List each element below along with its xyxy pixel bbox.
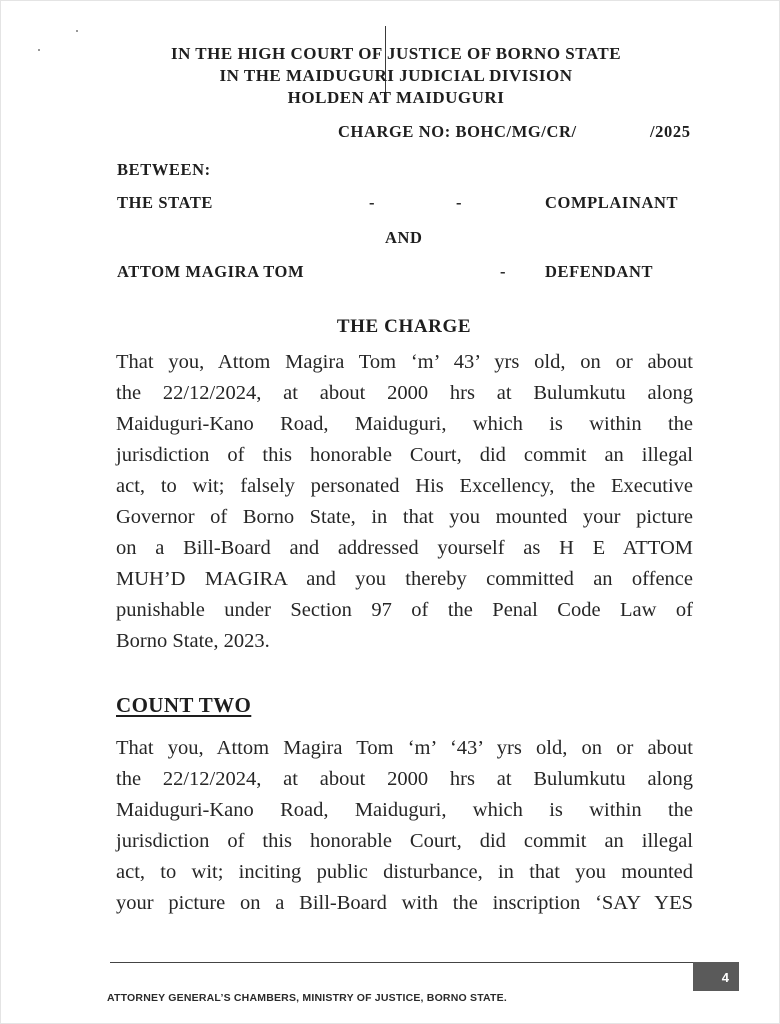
separator-dash: - [369, 193, 376, 212]
paragraph-line: punishable under Section 97 of the Penal Code Law of [116, 599, 693, 621]
footer-divider [110, 962, 693, 963]
paragraph-line: Maiduguri-Kano Road, Maiduguri, which is within the [116, 799, 693, 821]
paragraph-line: That you, Attom Magira Tom ‘m’ ‘43’ yrs old, on or about [116, 737, 693, 759]
count-two-paragraph [116, 733, 693, 919]
paragraph-line: act, to wit; falsely personated His Excellency, the Executive [116, 475, 693, 497]
paragraph-line: Maiduguri-Kano Road, Maiduguri, which is within the [116, 413, 693, 435]
paragraph-line: That you, Attom Magira Tom ‘m’ 43’ yrs old, on or about [116, 351, 693, 373]
paragraph-line: jurisdiction of this honorable Court, did commit an illegal [116, 444, 693, 466]
charge-number-year: /2025 [650, 122, 691, 141]
separator-dash: - [500, 262, 507, 281]
scan-speck [76, 30, 78, 32]
count-two-title: COUNT TWO [116, 693, 252, 717]
charge-number-label: CHARGE NO: BOHC/MG/CR/ [338, 122, 577, 141]
complainant-role: COMPLAINANT [545, 193, 679, 212]
count-one-paragraph [116, 347, 693, 657]
paragraph-line: the 22/12/2024, at about 2000 hrs at Bulumkutu along [116, 768, 693, 790]
paragraph-line: jurisdiction of this honorable Court, did commit an illegal [116, 830, 693, 852]
footer-text: ATTORNEY GENERAL’S CHAMBERS, MINISTRY OF JUSTICE, BORNO STATE. [107, 992, 507, 1004]
separator-dash: - [456, 193, 463, 212]
between-label: BETWEEN: [117, 160, 211, 179]
paragraph-line: your picture on a Bill-Board with the inscription ‘SAY YES [116, 892, 693, 914]
paragraph-line: Governor of Borno State, in that you mounted your picture [116, 506, 693, 528]
page-number-badge: 4 [693, 962, 739, 991]
court-heading-line-2: IN THE MAIDUGURI JUDICIAL DIVISION [219, 66, 573, 85]
paragraph-line: the 22/12/2024, at about 2000 hrs at Bulumkutu along [116, 382, 693, 404]
defendant-role: DEFENDANT [545, 262, 654, 281]
court-heading-line-3: HOLDEN AT MAIDUGURI [287, 88, 505, 107]
charge-title: THE CHARGE [336, 316, 472, 337]
paragraph-line: on a Bill-Board and addressed yourself as H E ATTOM [116, 537, 693, 559]
court-heading-line-1: IN THE HIGH COURT OF JUSTICE OF BORNO STATE [170, 44, 622, 63]
and-label: AND [385, 228, 423, 247]
defendant-name: ATTOM MAGIRA TOM [117, 262, 305, 281]
paragraph-line: Borno State, 2023. [116, 630, 270, 652]
complainant-name: THE STATE [117, 193, 214, 212]
paragraph-line: act, to wit; inciting public disturbance, in that you mounted [116, 861, 693, 883]
paragraph-line: MUH’D MAGIRA and you thereby committed an offence [116, 568, 693, 590]
